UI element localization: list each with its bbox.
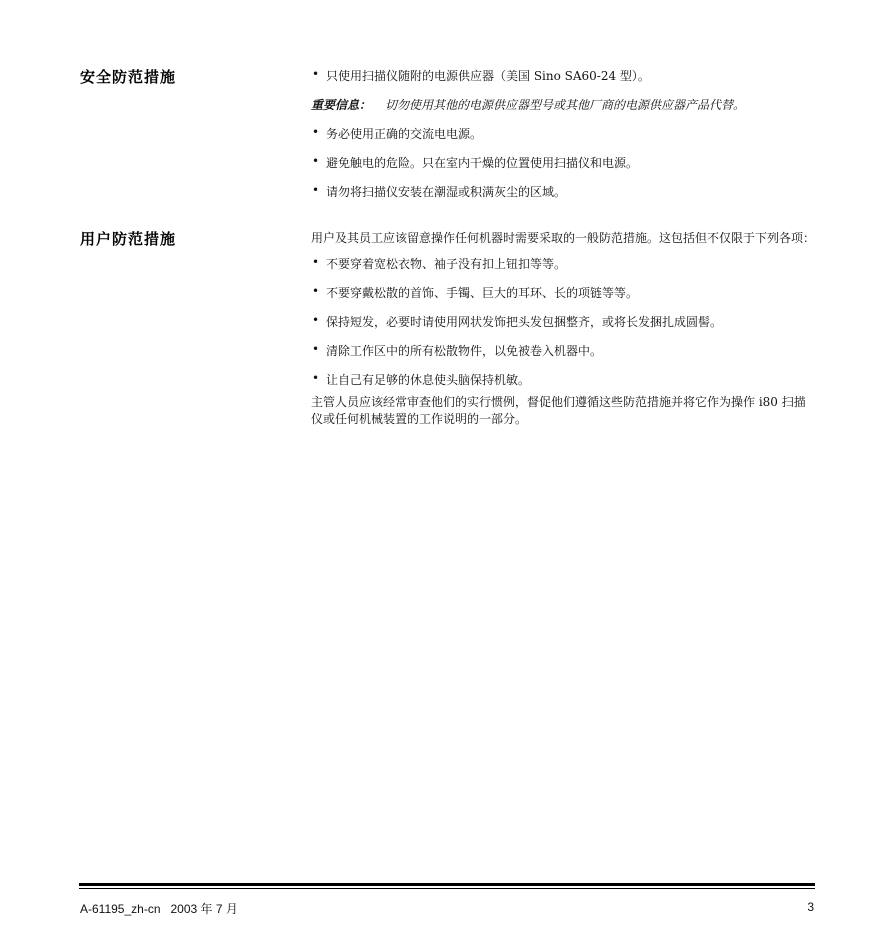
note-text: 切勿使用其他的电源供应器型号或其他厂商的电源供应器产品代替。 bbox=[385, 98, 746, 112]
bullet-icon: • bbox=[312, 284, 320, 298]
list-item-text: 务必使用正确的交流电电源。 bbox=[326, 127, 483, 141]
list-item bbox=[311, 184, 816, 201]
note-label: 重要信息： bbox=[311, 98, 372, 112]
bullet-icon: • bbox=[312, 255, 320, 269]
list-item-text: 保持短发，必要时请使用网状发饰把头发包捆整齐，或将长发捆扎成圆髻。 bbox=[326, 315, 723, 329]
bullet-icon: • bbox=[312, 313, 320, 327]
list-item bbox=[311, 372, 816, 389]
bullet-icon: • bbox=[312, 183, 320, 197]
safety-heading: 安全防范措施 bbox=[80, 68, 177, 86]
intro-paragraph: 用户及其员工应该留意操作任何机器时需要采取的一般防范措施。这包括但不仅限于下列各项： bbox=[311, 231, 816, 245]
list-item-text: 让自己有足够的休息使头脑保持机敏。 bbox=[326, 373, 531, 387]
page-number: 3 bbox=[807, 900, 814, 914]
list-item bbox=[311, 126, 816, 143]
list-item bbox=[311, 314, 816, 331]
list-item-text: 不要穿着宽松衣物、袖子没有扣上钮扣等等。 bbox=[326, 257, 567, 271]
important-note bbox=[311, 97, 816, 114]
list-item bbox=[311, 68, 816, 85]
bullet-icon: • bbox=[312, 154, 320, 168]
bullet-icon: • bbox=[312, 67, 320, 81]
list-item bbox=[311, 343, 816, 360]
list-item bbox=[311, 155, 816, 172]
user-body bbox=[311, 230, 816, 437]
safety-body bbox=[311, 68, 816, 213]
footer-rule-thin bbox=[79, 888, 815, 889]
list-item-text: 只使用扫描仪随附的电源供应器（美国 Sino SA60-24 型）。 bbox=[326, 69, 650, 83]
bullet-icon: • bbox=[312, 125, 320, 139]
footer-doc-id: A-61195_zh-cn 2003 年 7 月 bbox=[80, 902, 238, 916]
bullet-icon: • bbox=[312, 371, 320, 385]
user-heading: 用户防范措施 bbox=[80, 230, 177, 248]
footer-rule-thick bbox=[79, 883, 815, 886]
list-item-text: 请勿将扫描仪安装在潮湿或积满灰尘的区域。 bbox=[326, 185, 567, 199]
list-item-text: 不要穿戴松散的首饰、手镯、巨大的耳环、长的项链等等。 bbox=[326, 286, 639, 300]
bullet-icon: • bbox=[312, 342, 320, 356]
closing-paragraph: 主管人员应该经常审查他们的实行惯例，督促他们遵循这些防范措施并将它作为操作 i80 扫描仪或任何机械装置的工作说明的一部分。 bbox=[311, 395, 806, 426]
list-item bbox=[311, 256, 816, 273]
list-item bbox=[311, 285, 816, 302]
list-item-text: 避免触电的危险。只在室内干燥的位置使用扫描仪和电源。 bbox=[326, 156, 639, 170]
list-item-text: 清除工作区中的所有松散物件，以免被卷入机器中。 bbox=[326, 344, 603, 358]
